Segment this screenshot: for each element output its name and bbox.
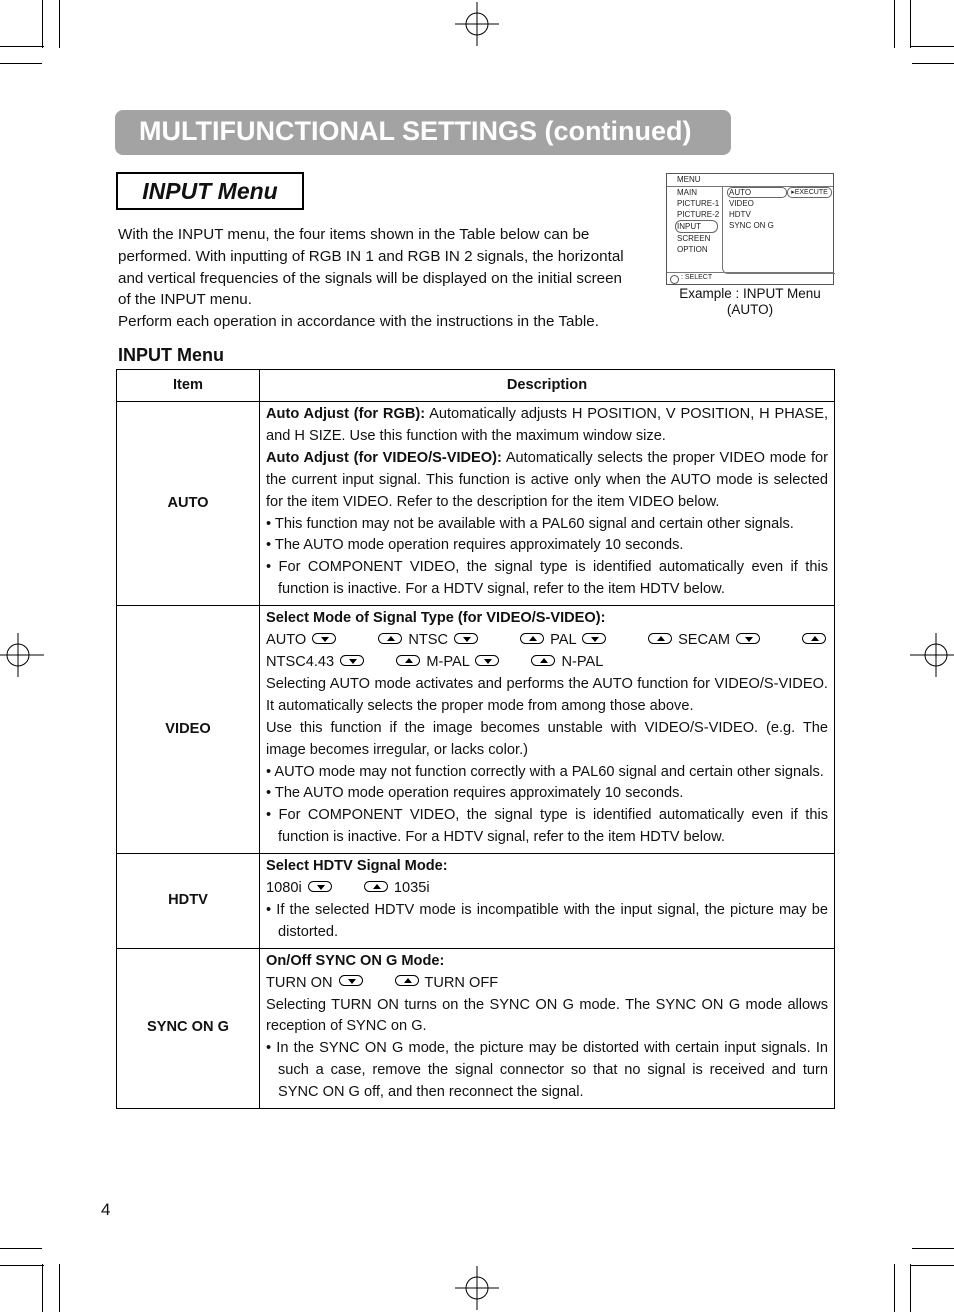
arrow-up-icon xyxy=(364,881,388,892)
crop-mark xyxy=(894,0,895,48)
menu-subitem: VIDEO xyxy=(729,199,754,208)
description-cell: Select HDTV Signal Mode: 1080i 1035i • If the selected HDTV mode is incompatible with the input signal, the picture may be distorted. xyxy=(260,854,835,949)
item-cell: VIDEO xyxy=(117,606,260,854)
registration-mark-icon xyxy=(910,633,954,677)
intro-text xyxy=(118,224,638,333)
table-row xyxy=(117,948,835,1108)
menu-subitem: SYNC ON G xyxy=(729,221,774,230)
registration-mark-icon xyxy=(455,1266,499,1310)
arrow-down-icon xyxy=(340,655,364,666)
input-menu-heading: INPUT Menu xyxy=(116,172,304,210)
arrow-up-icon xyxy=(520,633,544,644)
arrow-up-icon xyxy=(531,655,555,666)
menu-item: PICTURE-1 xyxy=(677,199,720,208)
description-cell: Auto Adjust (for RGB): Automatically adjusts H POSITION, V POSITION, H PHASE, and H SIZE. Use this function with the maximum window size. Auto Adjust (for VIDEO/S-VIDEO): Automatically selects the proper VIDEO mode for the current input signal. This function is active only when the AUTO mode is selected for the item VIDEO. Refer to the description for the item VIDEO below. • This function may not be available with a PAL60 signal and certain other signals. • The AUTO mode operation requires approximately 10 seconds. • For COMPONENT VIDEO, the signal type is identified automatically even if this function is inactive. For a HDTV signal, refer to the item HDTV below. xyxy=(260,402,835,606)
menu-item: SCREEN xyxy=(677,234,711,243)
table-title: INPUT Menu xyxy=(118,345,224,365)
input-menu-table xyxy=(116,369,835,1109)
crop-mark xyxy=(912,1248,954,1249)
menu-subitem: HDTV xyxy=(729,210,751,219)
arrow-up-icon xyxy=(802,633,826,644)
arrow-down-icon xyxy=(736,633,760,644)
menu-footer: : SELECT xyxy=(681,274,713,281)
example-caption: Example : INPUT Menu (AUTO) xyxy=(679,286,821,317)
description-cell: On/Off SYNC ON G Mode: TURN ON TURN OFF Selecting TURN ON turns on the SYNC ON G mode. The SYNC ON G mode allows reception of SYNC on G. • In the SYNC ON G mode, the picture may be distorted with certain input signals. In such a case, remove the signal connector so that no signal is received and turn SYNC ON G off, and then reconnect the signal. xyxy=(260,948,835,1108)
item-cell: AUTO xyxy=(117,402,260,606)
item-cell: HDTV xyxy=(117,854,260,949)
crop-mark xyxy=(59,0,60,48)
registration-mark-icon xyxy=(0,633,44,677)
crop-mark xyxy=(910,1265,954,1266)
menu-right-panel xyxy=(722,186,835,274)
page-title: MULTIFUNCTIONAL SETTINGS (continued) xyxy=(139,116,692,146)
description-cell: Select Mode of Signal Type (for VIDEO/S-VIDEO): AUTO NTSC PAL SECAM NTSC4.43 M-PAL N-PAL Selecting AUTO mode activates and performs the AUTO function for VIDEO/S-VIDEO. It automatically selects the proper mode from among those above. Use this function if the image becomes unstable with VIDEO/S-VIDEO. (e.g. The image becomes irregular, or lacks color.) • AUTO mode may not function correctly with a PAL60 signal and certain other signals. • The AUTO mode operation requires approximately 10 seconds. • For COMPONENT VIDEO, the signal type is identified automatically even if this function is inactive. For a HDTV signal, refer to the item HDTV below. xyxy=(260,606,835,854)
arrow-down-icon xyxy=(312,633,336,644)
registration-mark-icon xyxy=(455,2,499,46)
crop-mark xyxy=(0,46,44,47)
example-menu-screen xyxy=(666,173,834,285)
table-row xyxy=(117,854,835,949)
table-row xyxy=(117,402,835,606)
arrow-down-icon xyxy=(475,655,499,666)
crop-mark xyxy=(0,1265,44,1266)
column-header-item: Item xyxy=(117,370,260,402)
crop-mark xyxy=(0,1248,42,1249)
crop-mark xyxy=(910,1264,911,1312)
item-cell: SYNC ON G xyxy=(117,948,260,1108)
arrow-down-icon xyxy=(308,881,332,892)
menu-left-list xyxy=(675,187,719,255)
arrow-down-icon xyxy=(582,633,606,644)
crop-mark xyxy=(910,0,911,48)
intro-paragraph: With the INPUT menu, the four items shown in the Table below can be performed. With inputting of RGB IN 1 and RGB IN 2 signals, the horizontal and vertical frequencies of the signals will be displayed on the initial screen of the INPUT menu. xyxy=(118,226,624,309)
arrow-down-icon xyxy=(339,975,363,986)
arrow-up-icon xyxy=(648,633,672,644)
menu-item-selected: INPUT xyxy=(675,220,718,233)
table-header-row xyxy=(117,370,835,402)
select-icon xyxy=(670,275,679,284)
menu-item: MAIN xyxy=(677,188,697,197)
menu-header: MENU xyxy=(677,175,701,184)
crop-mark xyxy=(894,1264,895,1312)
crop-mark xyxy=(42,1264,43,1312)
crop-mark xyxy=(910,46,954,47)
menu-subitem: AUTO xyxy=(729,188,752,197)
page-number: 4 xyxy=(101,1200,111,1219)
section-banner xyxy=(115,110,731,155)
crop-mark xyxy=(42,0,43,48)
crop-mark xyxy=(0,63,42,64)
menu-item: PICTURE-2 xyxy=(677,210,720,219)
crop-mark xyxy=(912,63,954,64)
arrow-up-icon xyxy=(378,633,402,644)
execute-button: ▸EXECUTE xyxy=(787,187,832,198)
arrow-up-icon xyxy=(395,975,419,986)
column-header-description: Description xyxy=(260,370,835,402)
arrow-up-icon xyxy=(396,655,420,666)
crop-mark xyxy=(59,1264,60,1312)
intro-paragraph: Perform each operation in accordance with the instructions in the Table. xyxy=(118,313,599,331)
table-row xyxy=(117,606,835,854)
menu-item: OPTION xyxy=(677,245,708,254)
arrow-down-icon xyxy=(454,633,478,644)
